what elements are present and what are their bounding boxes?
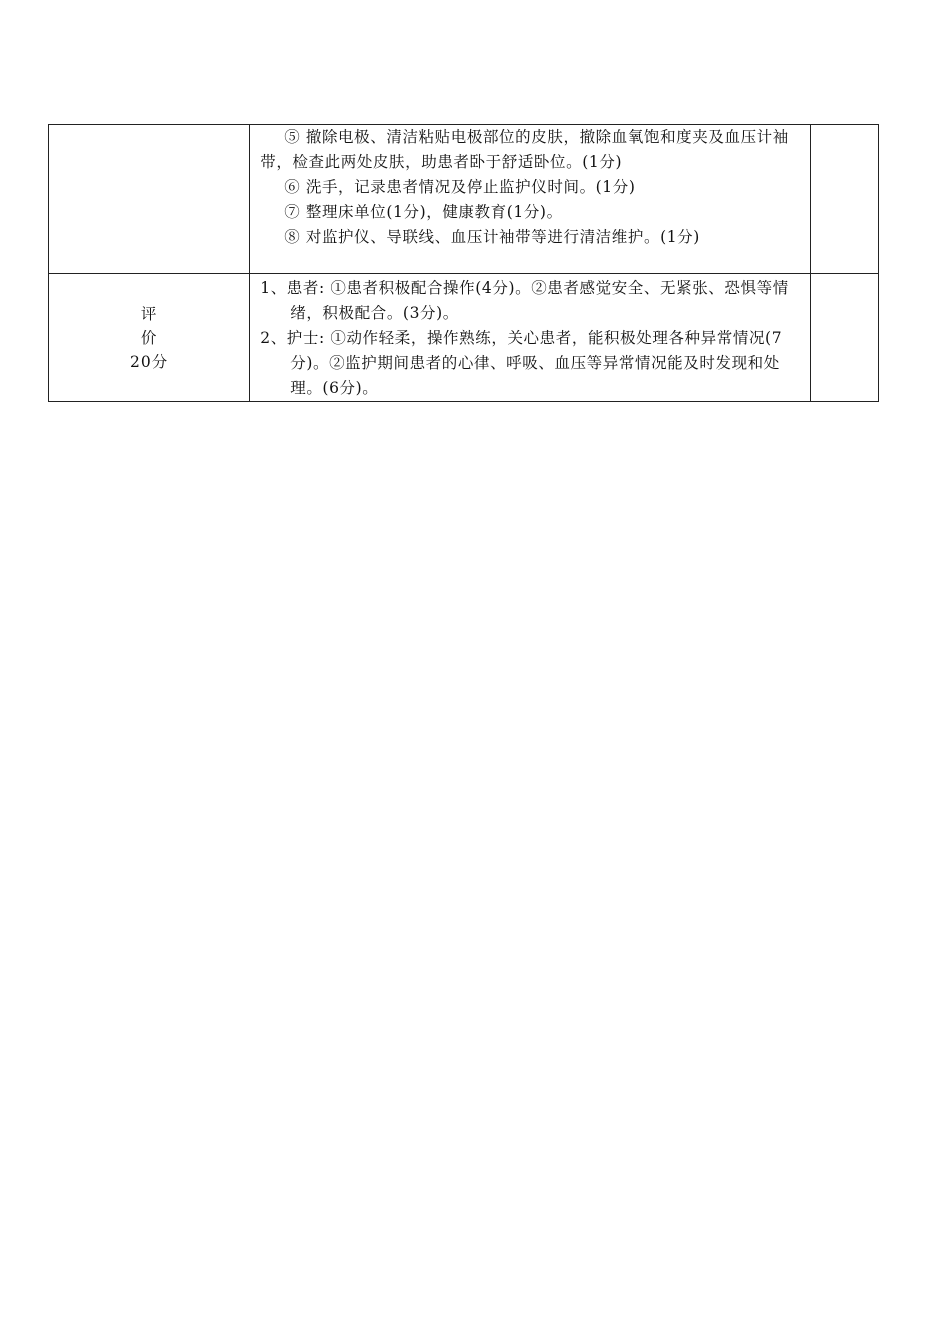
step-5: ⑤ 撤除电极、清洁粘贴电极部位的皮肤，撤除血氧饱和度夹及血压计袖带，检查此两处皮肤，助患者卧于舒适卧位。(1分) — [260, 128, 789, 171]
evaluation-score: 20分 — [130, 352, 169, 371]
step-6: ⑥ 洗手，记录患者情况及停止监护仪时间。(1分) — [284, 178, 636, 196]
evaluation-label-cell — [49, 274, 250, 402]
evaluation-label-line1: 评 — [140, 304, 158, 323]
score-cell-procedure — [810, 125, 878, 274]
evaluation-label-line2: 价 — [140, 328, 158, 347]
table-row-procedure — [49, 125, 879, 274]
evaluation-criteria-cell — [250, 274, 811, 402]
table-row-evaluation — [49, 274, 879, 402]
score-cell-evaluation — [810, 274, 878, 402]
evaluation-item-patient: 1、患者: ①患者积极配合操作(4分)。②患者感觉安全、无紧张、恐惧等情绪，积极配合。(3分)。 — [260, 279, 789, 322]
evaluation-item-nurse: 2、护士: ①动作轻柔，操作熟练，关心患者，能积极处理各种异常情况(7分)。②监护期间患者的心律、呼吸、血压等异常情况能及时发现和处理。(6分)。 — [260, 329, 783, 397]
category-cell-empty — [49, 125, 250, 274]
step-8: ⑧ 对监护仪、导联线、血压计袖带等进行清洁维护。(1分) — [284, 228, 700, 246]
scoring-table — [48, 124, 879, 402]
procedure-steps-cell — [250, 125, 811, 274]
step-7: ⑦ 整理床单位(1分)，健康教育(1分)。 — [284, 203, 563, 221]
